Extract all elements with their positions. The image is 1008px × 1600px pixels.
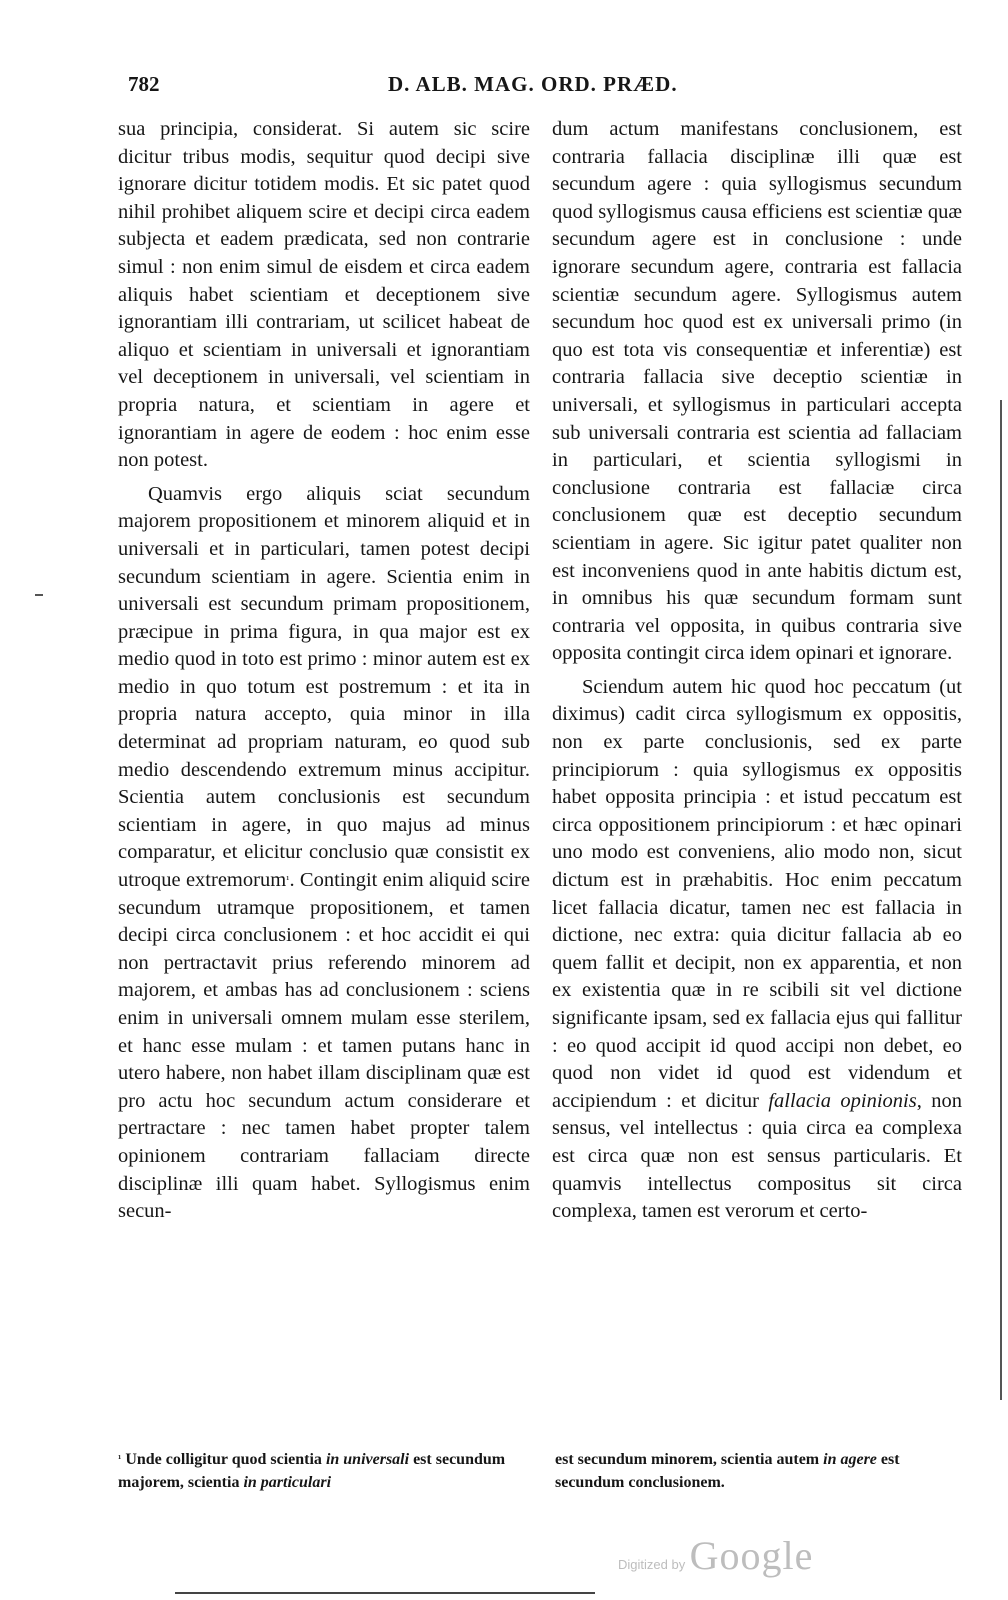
running-head: D. ALB. MAG. ORD. PRÆD. [388,72,678,96]
footnote-text-b: est secundum majorem, scientia [118,1451,506,1491]
footnote-text-a: Unde colligitur quod scientia [125,1451,322,1468]
right-paragraph-1: dum actum manifestans conclusionem, est contraria fallacia disciplinæ illi quæ est secundum agere : quia syllogismus secundum quod syllogismus causa efficiens est scientiæ quæ secundum agere est in conclusione : unde ignorare secundum agere, contraria est fallacia scientiæ secundum agere. Syllogismus autem secundum hoc quod est ex universali primo (in quo est tota vis consequentiæ et inferentiæ) est contraria fallacia sive deceptio scientiæ in universali, et syllogismus in particulari accepta sub universali contraria est scientia ad fallaciam in particulari, et scientia syllogismi in conclusione contraria est fallaciæ circa conclusionem quæ est deceptio secundum scientiam in agere. Sic igitur patet qualiter non est inconveniens quod in ante habitis dictum est, in omnibus his quæ secundum formam sunt contraria vel opposita, in quibus contraria sive opposita contingit circa idem opinari et ignorare. [552,118,962,665]
right-paragraph-2 [552,674,962,1226]
left-paragraph-2-text: Quamvis ergo aliquis sciat secundum majorem propositionem et minorem aliquid et in universali et in particulari, tamen potest decipi secundum scientiam in agere. Scientia enim in universali est secundum primam propositionem, præcipue in prima figura, in qua major est ex medio quod in toto est primo : minor autem est ex medio in quo totum est postremum : et ita in propria natura accepto, quia minor in illa determinat ad propriam naturam, eo quod sub medio descendendo extremum minus accipitur. Scientia autem conclusionis est secundum scientiam in agere, in quo majus ad minus comparatur, et elicitur conclusio quæ consistit ex utroque extremorum [118,482,530,892]
footnote-italic-3: in agere [823,1451,877,1468]
left-paragraph-2 [118,481,530,1226]
footnote-right [555,1448,965,1494]
footnote-text-d: est secundum conclusionem. [555,1451,900,1491]
fallacia-opinionis-term: fallacia opinionis [768,1089,917,1112]
footnote-reference-mark: ¹ [286,874,290,887]
left-paragraph-1: sua principia, considerat. Si autem sic scire dicitur tribus modis, sequitur quod decipi sive ignorare dicitur totidem modis. Et sic patet quod nihil prohibet aliquem scire et decipi circa eadem subjecta et eadem prædicata, sed non contrarie simul : non enim simul de eisdem et circa eadem aliquis habet scientiam et deceptionem sive ignorantiam illi contrariam, ut scilicet habeat de aliquo et scientiam in universali et ignorantiam vel deceptionem in universali, vel scientiam in propria natura, et scientiam in agere et ignorantiam in agere de eodem : hoc enim esse non potest. [118,118,530,472]
page-header [128,72,708,104]
digitized-watermark [618,1532,813,1579]
footnote-mark: ¹ [118,1453,122,1465]
left-paragraph-2-end: . Contingit enim aliquid scire secundum utramque propositionem, et tamen decipi circa conclusionem : et hoc accidit ei qui non pertractavit prius referendo minorem ad majorem, et ambas has ad conclusionem : sciens enim in universali omnem mulam esse sterilem, et hanc esse mulam : et tamen putans hanc in utero habere, non habet illam disciplinam quæ est pro actu hoc secundum actum considerare et pertractare : nec tamen habet propter talem opinionem contrariam fallaciam directe disciplinæ illi quam habet. Syllogismus enim secun- [118,869,530,1223]
watermark-prefix: Digitized by [618,1557,686,1572]
footnote-text-c: est secundum minorem, scientia autem [555,1451,820,1468]
scan-artifact-mark [35,594,43,596]
scan-edge-line [1000,400,1002,1400]
right-paragraph-2-text-a: Sciendum autem hic quod hoc peccatum (ut diximus) cadit circa syllogismum ex oppositis, non ex parte conclusionis, sed ex parte principiorum : quia syllogismus ex oppositis habet opposita principia : et istud peccatum est circa oppositionem principiorum : et hæc opinari uno modo est conveniens, alio modo non, sicut dictum est in præhabitis. Hoc enim peccatum licet fallacia dicatur, tamen nec est fallacia in dictione, nec extra: quia dicitur fallacia ab eo quem fallit et decipit, non ex apparentia, et non ex existentia quæ in re scibili sit vel dictione significante ipsam, sed ex fallacia ejus qui fallitur : eo quod accipit id quod accipi non debet, eo quod non videt id quod est videndum et accipiendum : et dicitur [552,675,962,1112]
right-paragraph-2-text-b: , non sensus, vel intellectus : quia circa ea complexa est circa quæ non est sensus particularis. Et quamvis intellectus compositus sit circa complexa, tamen est verorum et certo- [552,1089,962,1223]
footnote-italic-1: in universali [325,1451,410,1468]
footnote-left [118,1448,530,1494]
left-column [118,116,530,1226]
right-column [552,116,962,1226]
footnote-italic-2: in particulari [243,1474,332,1491]
scan-bottom-line [175,1592,595,1594]
google-logo: Google [689,1533,814,1578]
page-number: 782 [128,72,160,96]
